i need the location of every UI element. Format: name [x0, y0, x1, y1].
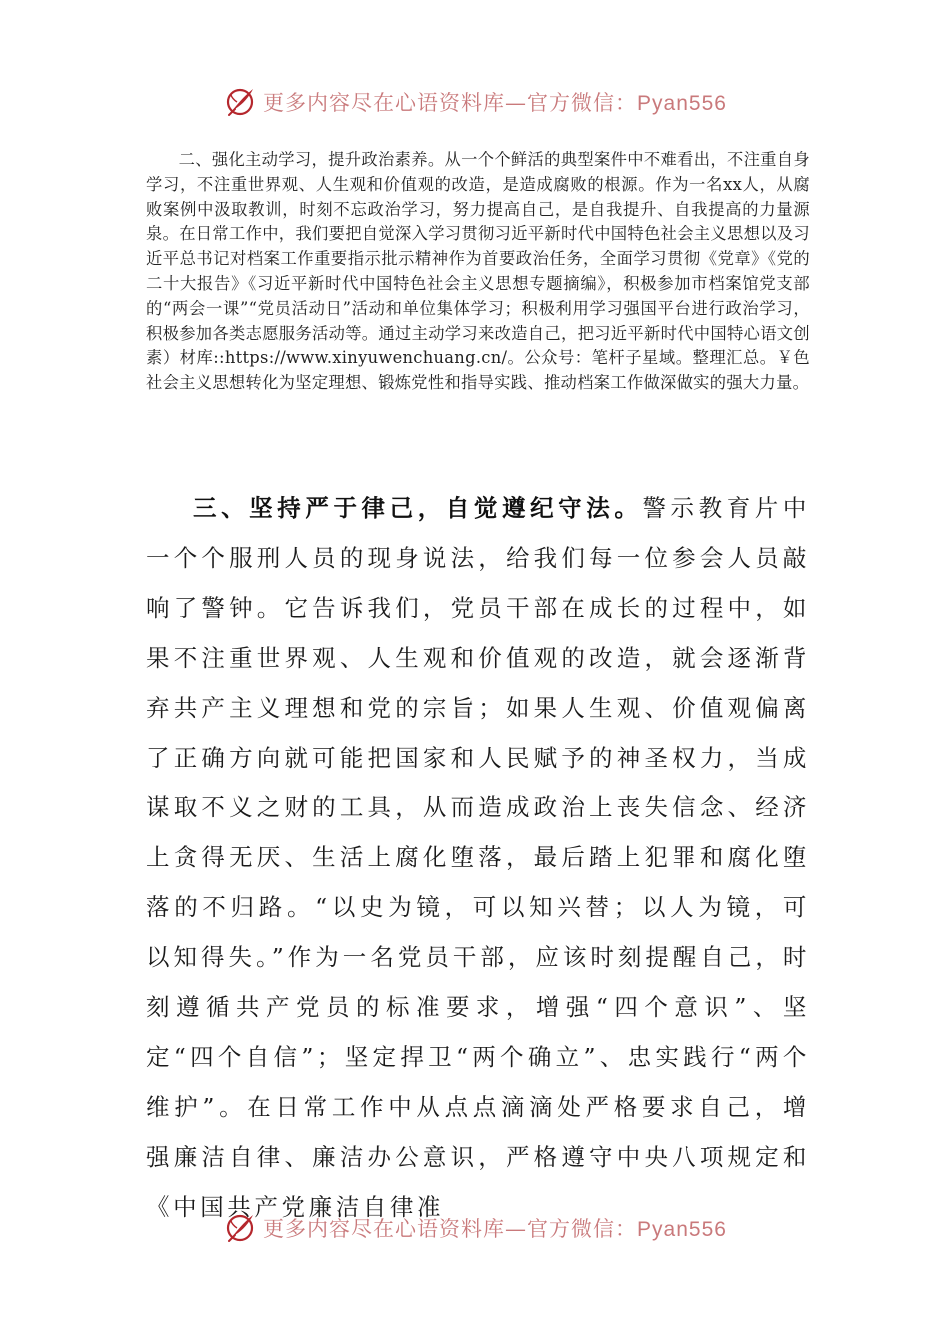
footer-banner-text: 更多内容尽在心语资料库—官方微信：Pyan556 [263, 1217, 727, 1241]
section-two-paragraph: 二、强化主动学习，提升政治素养。从一个个鲜活的典型案件中不难看出，不注重自身学习，不注重世界观、人生观和价值观的改造，是造成腐败的根源。作为一名xx人，从腐败案例中汲取教训，时刻不忘政治学习，努力提高自己，是自我提升、自我提高的力量源泉。在日常工作中，我们要把自觉深入学习贯彻习近平新时代中国特色社会主义思想以及习近平总书记对档案工作重要指示批示精神作为首要政治任务，全面学习贯彻《党章》《党的二十大报告》《习近平新时代中国特色社会主义思想专题摘编》，积极参加市档案馆党支部的“两会一课”“党员活动日”活动和单位集体学习；积极利用学习强国平台进行政治学习，积极参加各类志愿服务活动等。通过主动学习来改造自己，把习近平新时代中国特心语文创素）材库::https://www.xinyuwenchuang.cn/。公众号：笔杆子星域。整理汇总。￥色社会主义思想转化为坚定理想、锻炼党性和指导实践、推动档案工作做深做实的强大力量。 [146, 150, 810, 393]
footer-banner [0, 1208, 950, 1248]
section-three-heading: 三、坚持严于律己，自觉遵纪守法。 [193, 494, 643, 522]
section-three-body: 警示教育片中一个个服刑人员的现身说法，给我们每一位参会人员敲响了警钟。它告诉我们，党员干部在成长的过程中，如果不注重世界观、人生观和价值观的改造，就会逐渐背弃共产主义理想和党的宗旨；如果人生观、价值观偏离了正确方向就可能把国家和人民赋予的神圣权力，当成谋取不义之财的工具，从而造成政治上丧失信念、经济上贪得无厌、生活上腐化堕落，最后踏上犯罪和腐化堕落的不归路。“以史为镜，可以知兴替；以人为镜，可以知得失。”作为一名党员干部，应该时刻提醒自己，时刻遵循共产党员的标准要求，增强“四个意识”、坚定“四个自信”；坚定捍卫“两个确立”、忠实践行“两个维护”。在日常工作中从点点滴滴处严格要求自己，增强廉洁自律、廉洁办公意识，严格遵守中央八项规定和《中国共产党廉洁自律准 [146, 494, 810, 1221]
footer-wechat-id: Pyan556 [637, 1218, 727, 1241]
header-banner-text: 更多内容尽在心语资料库—官方微信：Pyan556 [263, 91, 727, 115]
quill-pen-logo-icon [223, 85, 257, 119]
header-wechat-id: Pyan556 [637, 92, 727, 115]
quill-pen-logo-icon [223, 1211, 257, 1245]
header-banner [0, 82, 950, 122]
section-three-paragraph [146, 484, 810, 1233]
